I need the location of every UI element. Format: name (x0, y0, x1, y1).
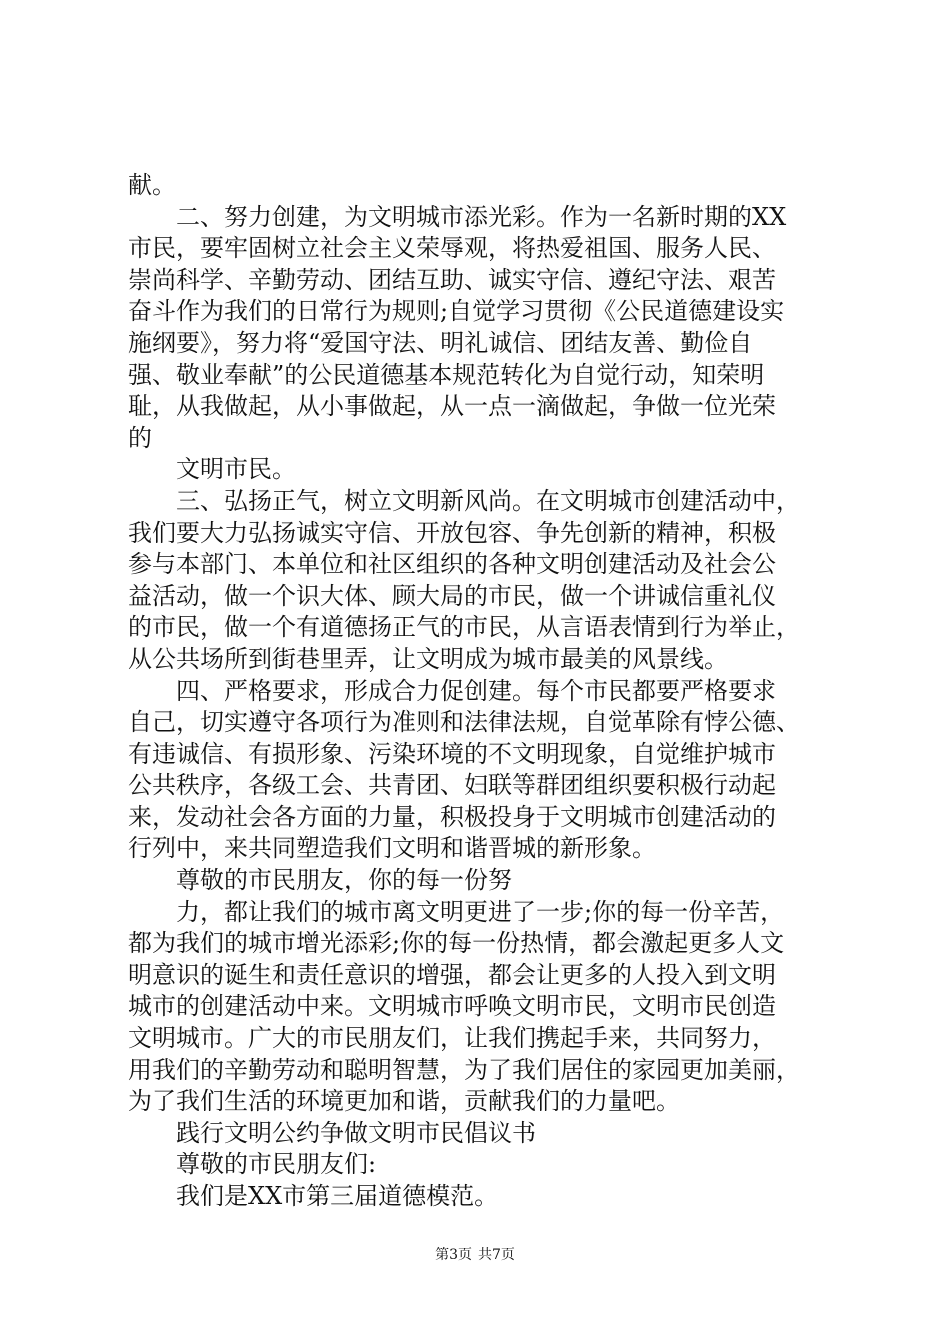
text-line: 四、严格要求，形成合力促创建。每个市民都要严格要求 (176, 676, 776, 705)
text-line: 力，都让我们的城市离文明更进了一步;你的每一份辛苦， (176, 897, 785, 926)
text-line: 的 (128, 423, 152, 452)
document-body (128, 170, 838, 1213)
text-line: 行列中，来共同塑造我们文明和谐晋城的新形象。 (128, 834, 656, 863)
text-line: 参与本部门、本单位和社区组织的各种文明创建活动及社会公 (128, 550, 776, 579)
text-line: 为了我们生活的环境更加和谐，贡献我们的力量吧。 (128, 1087, 680, 1116)
text-line: 践行文明公约争做文明市民倡议书 (176, 1118, 536, 1147)
text-line: 益活动，做一个识大体、顾大局的市民，做一个讲诚信重礼仪 (128, 581, 776, 610)
text-line: 奋斗作为我们的日常行为规则;自觉学习贯彻《公民道德建设实 (128, 297, 785, 326)
text-line: 都为我们的城市增光添彩;你的每一份热情，都会激起更多人文 (128, 929, 785, 958)
text-line: 有违诚信、有损形象、污染环境的不文明现象，自觉维护城市 (128, 739, 776, 768)
text-line: 强、敬业奉献”的公民道德基本规范转化为自觉行动，知荣明 (128, 360, 765, 389)
text-line: 耻，从我做起，从小事做起，从一点一滴做起，争做一位光荣 (128, 392, 776, 421)
text-line: 献。 (128, 171, 176, 199)
text-line: 市民，要牢固树立社会主义荣辱观，将热爱祖国、服务人民、 (128, 234, 776, 263)
text-line: 自己，切实遵守各项行为准则和法律法规，自觉革除有悖公德、 (128, 708, 800, 737)
text-line: 崇尚科学、辛勤劳动、团结互助、诚实守信、遵纪守法、艰苦 (128, 265, 776, 294)
text-line: 我们要大力弘扬诚实守信、开放包容、争先创新的精神，积极 (128, 518, 776, 547)
text-line: 施纲要》，努力将“爱国守法、明礼诚信、团结友善、勤俭自 (128, 328, 753, 357)
text-line: 二、努力创建，为文明城市添光彩。作为一名新时期的XX (176, 202, 787, 231)
text-line: 城市的创建活动中来。文明城市呼唤文明市民，文明市民创造 (128, 992, 776, 1021)
text-line: 文明城市。广大的市民朋友们，让我们携起手来，共同努力， (128, 1024, 776, 1053)
text-line: 尊敬的市民朋友们: (176, 1150, 377, 1179)
page-number: 第3页 (435, 1247, 472, 1263)
page-footer (0, 1246, 950, 1264)
text-line: 尊敬的市民朋友，你的每一份努 (176, 866, 512, 895)
text-line: 用我们的辛勤劳动和聪明智慧，为了我们居住的家园更加美丽， (128, 1055, 800, 1084)
page-total: 共7页 (478, 1247, 515, 1263)
text-line: 来，发动社会各方面的力量，积极投身于文明城市创建活动的 (128, 802, 776, 831)
text-line: 三、弘扬正气，树立文明新风尚。在文明城市创建活动中， (176, 486, 800, 515)
text-line: 文明市民。 (176, 455, 296, 484)
text-line: 公共秩序，各级工会、共青团、妇联等群团组织要积极行动起 (128, 771, 776, 800)
text-line: 明意识的诞生和责任意识的增强，都会让更多的人投入到文明 (128, 960, 776, 989)
text-line: 我们是XX市第三届道德模范。 (176, 1182, 499, 1210)
text-line: 的市民，做一个有道德扬正气的市民，从言语表情到行为举止， (128, 613, 800, 642)
text-line: 从公共场所到街巷里弄，让文明成为城市最美的风景线。 (128, 644, 728, 673)
